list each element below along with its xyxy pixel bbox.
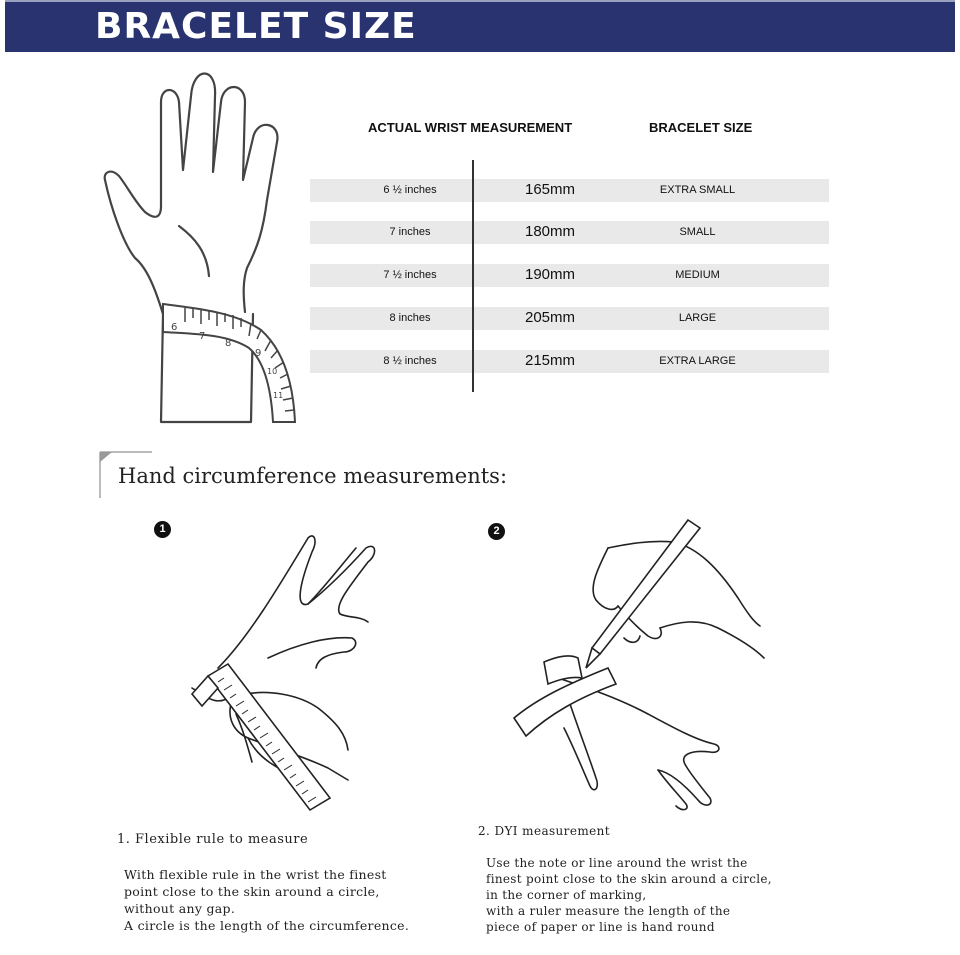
measuring-tape [163,304,295,422]
hand-measuring-tape-illustration [95,68,305,428]
tape-mark: 6 [171,322,178,333]
step-1-badge: 1 [154,521,171,538]
step-1-description: With flexible rule in the wrist the finest point close to the skin around a circle, without any gap. A circle is the length of the circumference. [124,867,410,933]
tape-mark: 10 [267,367,278,376]
bracelet-size: LARGE [678,312,717,324]
flexible-rule-illustration [148,518,388,818]
tape-mark: 11 [273,391,284,400]
wrist-inches: 8 ½ inches [383,355,437,367]
size-row [310,264,829,287]
wrist-mm: 190mm [524,266,576,283]
column-header-bracelet-size: BRACELET SIZE [649,120,753,135]
wrist-mm: 205mm [524,309,576,326]
bracelet-size: SMALL [679,226,716,238]
step-1-caption: 1. Flexible rule to measure [117,832,309,847]
tape-mark: 8 [225,338,232,349]
size-row [310,307,829,330]
tape-mark: 9 [255,348,262,359]
wrist-inches: 6 ½ inches [383,184,437,196]
wrist-inches: 7 inches [389,226,431,238]
header-banner [5,0,955,52]
wrist-mm: 215mm [524,352,576,369]
wrist-inches: 7 ½ inches [383,269,437,281]
step-2-caption: 2. DYI measurement [478,824,610,838]
size-row [310,350,829,373]
step-2-badge: 2 [488,523,505,540]
size-row [310,221,829,244]
wrist-mm: 165mm [524,181,576,198]
step-2-description: Use the note or line around the wrist the finest point close to the skin around a circle, in the corner of marking, with a ruler measure the length of the piece of paper or line is hand round [486,856,772,934]
column-header-wrist: ACTUAL WRIST MEASUREMENT [368,120,573,135]
bracelet-size: EXTRA SMALL [659,184,736,196]
wrist-mm: 180mm [524,223,576,240]
bracelet-size: MEDIUM [675,269,720,281]
tape-mark: 7 [199,331,206,342]
page-title: BRACELET SIZE [95,6,417,47]
table-divider [472,160,474,392]
paper-strip [514,656,616,736]
size-row [310,179,829,202]
dyi-measurement-illustration [478,518,778,818]
wrist-inches: 8 inches [389,312,431,324]
bracelet-size: EXTRA LARGE [659,355,736,367]
section-title: Hand circumference measurements: [118,464,508,488]
